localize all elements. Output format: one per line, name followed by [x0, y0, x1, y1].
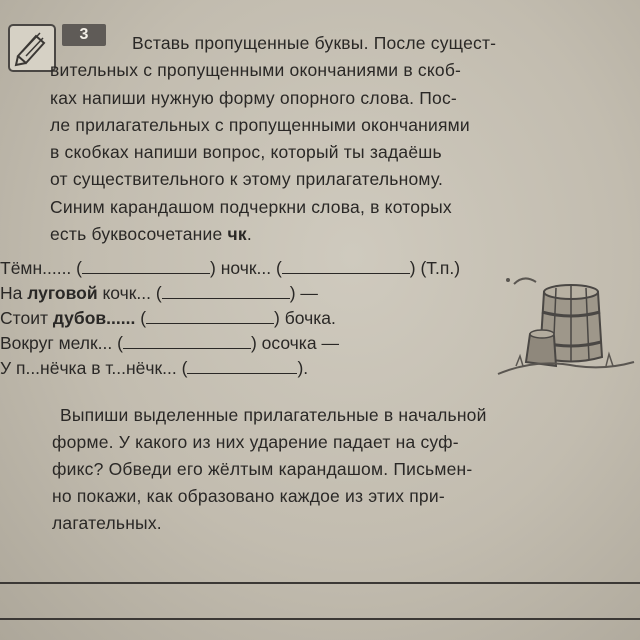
instruction-line: ках напиши нужную форму опорного слова. Пос-: [50, 87, 457, 108]
word-osochka: осочка: [261, 333, 317, 353]
exercise-instruction: [50, 30, 630, 248]
sentence-row-1: Тёмн...... ( ) ночк... ( ) (Т.п.): [0, 258, 461, 278]
exercise-number: 3: [62, 24, 106, 46]
instruction-text: есть буквосочетание: [50, 224, 228, 245]
case-hint: (Т.п.): [420, 258, 461, 278]
task-2-line: но покажи, как образовано каждое из этих при-: [52, 486, 445, 506]
word-kochk: кочк...: [97, 283, 152, 303]
answer-blank[interactable]: [82, 259, 210, 274]
task-2-line: Выпиши выделенные прилагательные в начальной: [60, 405, 487, 425]
dash: —: [300, 283, 318, 303]
closing: ).: [297, 358, 309, 378]
dash: —: [321, 333, 339, 353]
instruction-line: в скобках напиши вопрос, который ты задаёшь: [50, 142, 442, 163]
sentence-row-2: На луговой кочк... ( ) —: [0, 283, 318, 303]
word-nochk: ночк...: [220, 258, 272, 278]
highlighted-adjective: дубов......: [52, 308, 136, 328]
barrel-stump-illustration: [496, 262, 636, 392]
text-penechka: У п...нёчка в т...нёчк...: [0, 358, 177, 378]
sentence-row-5: У п...нёчка в т...нёчк... ( ).: [0, 358, 309, 378]
answer-blank[interactable]: [146, 309, 274, 324]
answer-blank[interactable]: [282, 259, 410, 274]
task-2-line: фикс? Обведи его жёлтым карандашом. Письмен-: [52, 459, 473, 479]
instruction-period: .: [246, 224, 252, 245]
text-na: На: [0, 283, 28, 303]
pencil-notebook-icon: [8, 24, 56, 72]
instruction-line: вительных с пропущенными окончаниями в скоб-: [50, 60, 462, 81]
answer-blank[interactable]: [187, 359, 297, 374]
word-temn: Тёмн......: [0, 258, 72, 278]
instruction-line: Вставь пропущенные буквы. После сущест-: [132, 33, 497, 53]
sentence-row-4: Вокруг мелк... ( ) осочка —: [0, 333, 339, 353]
instruction-line-last: [50, 221, 630, 248]
answer-blank[interactable]: [162, 284, 290, 299]
answer-blank[interactable]: [123, 334, 251, 349]
exercise-sentences: [0, 256, 460, 381]
task-2-line: лагательных.: [52, 513, 162, 533]
instruction-line: Синим карандашом подчеркни слова, в которых: [50, 196, 452, 217]
text-vokrug: Вокруг мелк...: [0, 333, 113, 353]
answer-line[interactable]: [0, 618, 640, 620]
task-2: [52, 402, 632, 537]
highlighted-adjective: луговой: [27, 283, 98, 303]
sentence-row-3: Стоит дубов...... ( ) бочка.: [0, 308, 336, 328]
instruction-line: ле прилагательных с пропущенными окончаниями: [50, 114, 470, 135]
text-stoit: Стоит: [0, 308, 53, 328]
task-2-line: форме. У какого из них ударение падает на суф-: [52, 432, 459, 452]
letter-combination: чк: [227, 224, 247, 245]
answer-line[interactable]: [0, 582, 640, 584]
instruction-line: от существительного к этому прилагательному.: [50, 169, 444, 190]
word-bochka: бочка.: [284, 308, 336, 328]
